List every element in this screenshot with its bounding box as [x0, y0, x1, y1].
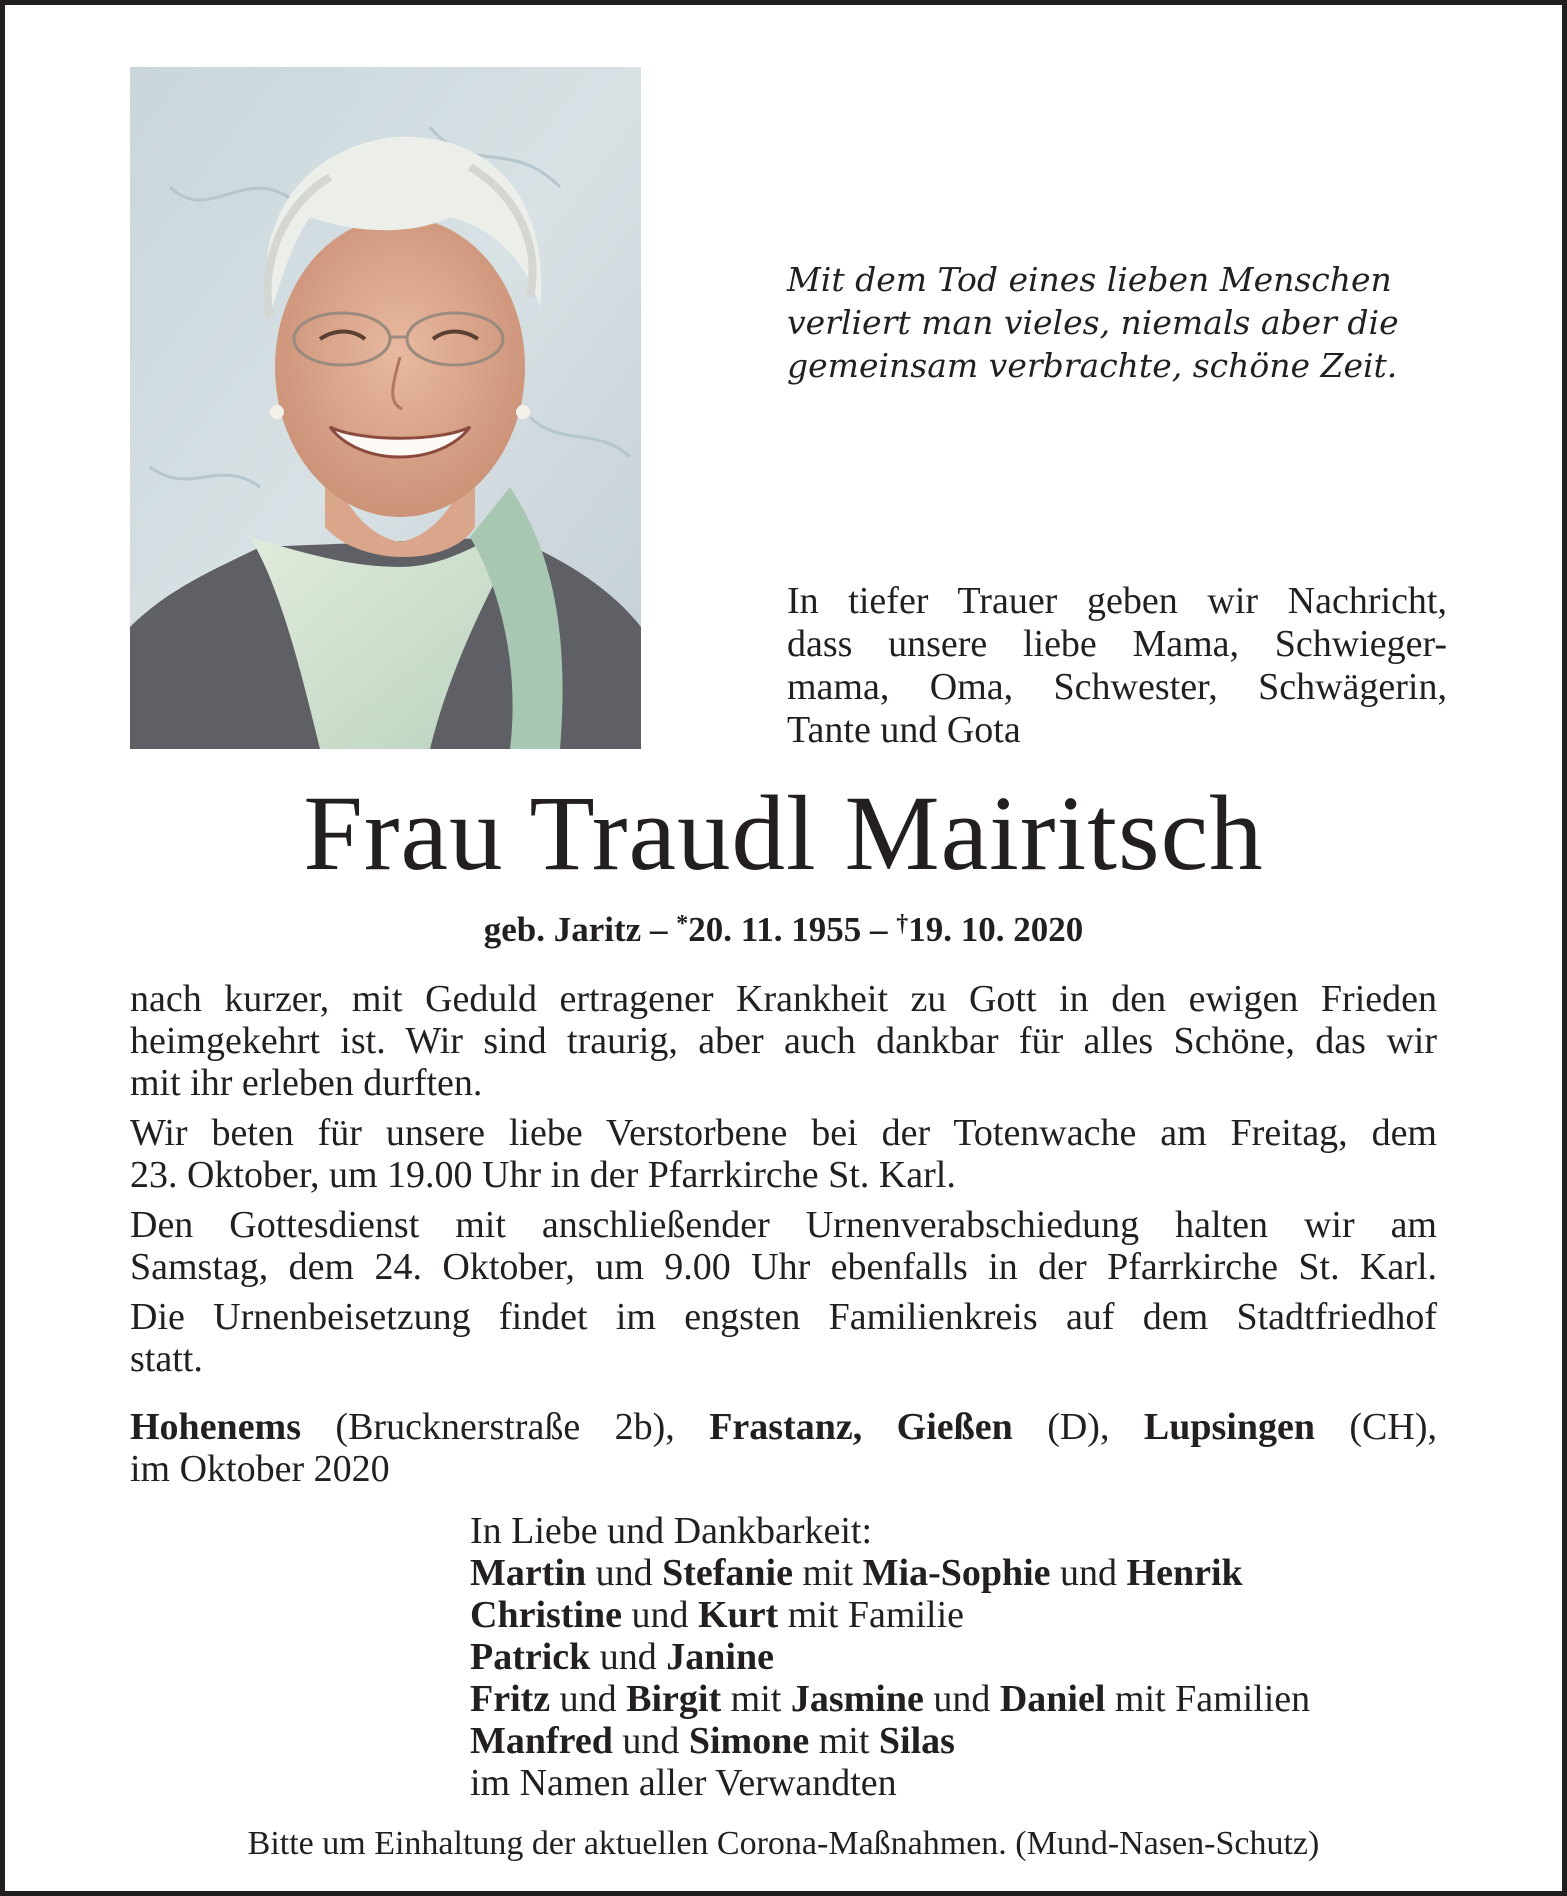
corona-notice: Bitte um Einhaltung der aktuellen Corona-Maßnahmen. (Mund-Nasen-Schutz) — [247, 1825, 1320, 1862]
separator-dash: – — [870, 910, 888, 949]
body-line: nach kurzer, mit Geduld ertragener Krankheit zu Gott in den ewigen Frieden — [130, 978, 1437, 1020]
birth-date: 20. 11. 1955 — [688, 910, 862, 949]
family-member: Stefanie — [662, 1552, 793, 1594]
intro-line: In tiefer Trauer geben wir Nachricht, — [787, 580, 1447, 622]
intro-line: Tante und Gota — [787, 709, 1021, 751]
place-detail: (Brucknerstraße 2b), — [335, 1406, 675, 1448]
family-row — [470, 1636, 1470, 1678]
signoff-intro: In Liebe und Dankbarkeit: — [470, 1510, 873, 1552]
announcement-intro — [787, 580, 1447, 752]
conjunction: und — [631, 1594, 689, 1636]
body-line: Den Gottesdienst mit anschließender Urnenverabschiedung halten wir am — [130, 1204, 1437, 1246]
signoff-closing: im Namen aller Verwandten — [470, 1762, 897, 1804]
life-dates — [0, 902, 1567, 952]
family-row — [470, 1720, 1470, 1762]
body-line: mit ihr erleben durften. — [130, 1062, 483, 1104]
notice-body — [130, 978, 1437, 1388]
family-signoff — [470, 1510, 1470, 1804]
conjunction: und — [933, 1678, 991, 1720]
body-line: Wir beten für unsere liebe Verstorbene bei der Totenwache am Freitag, dem — [130, 1112, 1437, 1154]
places-line — [130, 1406, 1437, 1448]
conjunction: und — [595, 1552, 653, 1594]
family-suffix: mit Familien — [1114, 1678, 1311, 1720]
conjunction: und — [622, 1720, 680, 1762]
family-member: Manfred — [470, 1720, 613, 1762]
deceased-name: Frau Traudl Mairitsch — [303, 775, 1264, 893]
place-name: Hohenems — [130, 1406, 301, 1448]
intro-line: mama, Oma, Schwester, Schwägerin, — [787, 666, 1447, 708]
paragraph-burial — [130, 1296, 1437, 1380]
body-line: 23. Oktober, um 19.00 Uhr in der Pfarrkirche St. Karl. — [130, 1154, 956, 1196]
conjunction: mit — [818, 1720, 870, 1762]
conjunction: und — [559, 1678, 617, 1720]
body-line: Die Urnenbeisetzung findet im engsten Familienkreis auf dem Stadtfriedhof — [130, 1296, 1437, 1338]
separator-dash: – — [649, 910, 668, 949]
birth-symbol: * — [676, 911, 689, 937]
family-row — [470, 1552, 1470, 1594]
place-detail: (D), — [1047, 1406, 1110, 1448]
conjunction: mit — [802, 1552, 854, 1594]
body-line: statt. — [130, 1338, 203, 1380]
family-member: Jasmine — [790, 1678, 924, 1720]
family-member: Janine — [666, 1636, 774, 1678]
family-member: Kurt — [698, 1594, 779, 1636]
quote-line: gemeinsam verbrachte, schöne Zeit. — [787, 346, 1398, 385]
paragraph-service — [130, 1204, 1437, 1288]
intro-line: dass unsere liebe Mama, Schwieger- — [787, 623, 1447, 665]
family-member: Daniel — [999, 1678, 1106, 1720]
portrait-photo — [130, 67, 641, 749]
conjunction: mit — [730, 1678, 782, 1720]
family-member: Birgit — [626, 1678, 722, 1720]
memorial-quote — [787, 258, 1427, 387]
family-member: Patrick — [470, 1636, 591, 1678]
body-line: Samstag, dem 24. Oktober, um 9.00 Uhr ebenfalls in der Pfarrkirche St. Karl. — [130, 1246, 1437, 1288]
quote-line: Mit dem Tod eines lieben Menschen — [787, 260, 1392, 299]
family-suffix: mit Familie — [787, 1594, 964, 1636]
paragraph-vigil — [130, 1112, 1437, 1196]
conjunction: und — [599, 1636, 657, 1678]
family-member: Silas — [878, 1720, 955, 1762]
family-row — [470, 1678, 1470, 1720]
place-detail: (CH), — [1349, 1406, 1437, 1448]
place-name: Lupsingen — [1143, 1406, 1315, 1448]
death-symbol: † — [896, 911, 909, 937]
family-member: Henrik — [1126, 1552, 1243, 1594]
notice-date: im Oktober 2020 — [130, 1448, 390, 1490]
family-member: Simone — [688, 1720, 810, 1762]
body-line: heimgekehrt ist. Wir sind traurig, aber auch dankbar für alles Schöne, das wir — [130, 1020, 1437, 1062]
death-date: 19. 10. 2020 — [908, 910, 1084, 949]
family-row — [470, 1594, 1470, 1636]
quote-line: verliert man vieles, niemals aber die — [787, 303, 1399, 342]
place-name: Frastanz, Gießen — [709, 1406, 1013, 1448]
family-member: Christine — [470, 1594, 622, 1636]
family-member: Fritz — [470, 1678, 551, 1720]
paragraph-passing — [130, 978, 1437, 1104]
places-and-date — [130, 1406, 1437, 1490]
conjunction: und — [1060, 1552, 1118, 1594]
family-member: Mia-Sophie — [862, 1552, 1051, 1594]
family-member: Martin — [470, 1552, 587, 1594]
maiden-name: geb. Jaritz — [483, 910, 642, 949]
